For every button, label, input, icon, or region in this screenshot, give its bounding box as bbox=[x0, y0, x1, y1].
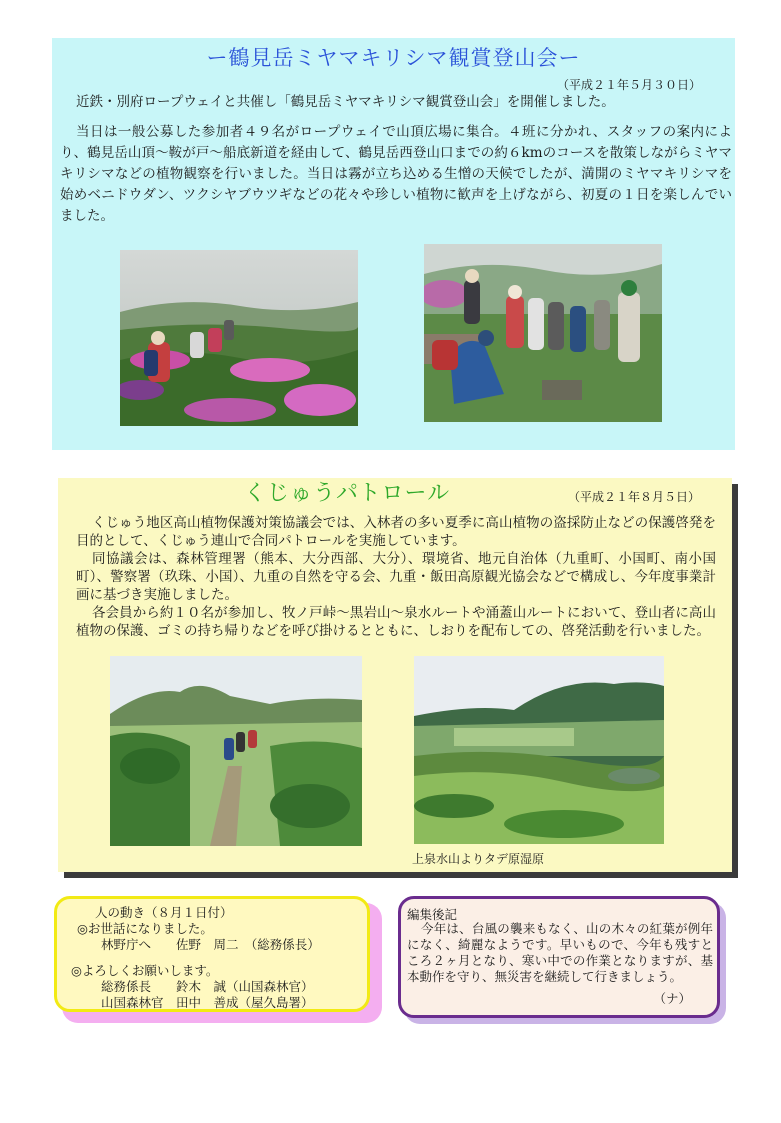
editors-note-body: 今年は、台風の襲来もなく、山の木々の紅葉が例年になく、綺麗なようです。早いもので、今年も残すところ２ヶ月となり、寒い中での作業となりますが、基本動作を守り、無災害を継続して行きましょう。 bbox=[407, 921, 713, 984]
personnel-welcome-entry: 総務係長 鈴木 誠（山国森林官） bbox=[101, 979, 314, 994]
photo-caption: 上泉水山よりタデ原湿原 bbox=[412, 852, 545, 866]
event-section-kuju-patrol bbox=[58, 478, 732, 872]
intro-text: 近鉄・別府ロープウェイと共催し「鶴見岳ミヤマキリシマ観賞登山会」を開催しました。 bbox=[76, 94, 615, 110]
body-paragraph: 各会員から約１０名が参加し、牧ノ戸峠～黒岩山～泉水ルートや涌蓋山ルートにおいて、登山者に高山植物の保護、ゴミの持ち帰りなどを呼び掛けるとともに、しおりを配布しての、啓発活動を行いました。 bbox=[76, 605, 716, 639]
event-date: （平成２１年５月３０日） bbox=[556, 78, 701, 92]
editors-note-box bbox=[398, 896, 720, 1018]
section-title: くじゅうパトロール bbox=[244, 481, 451, 506]
personnel-farewell-label: ◎お世話になりました。 bbox=[77, 921, 213, 936]
body-text: 当日は一般公募した参加者４９名がロープウェイで山頂広場に集合。４班に分かれ、スタッフの案内により、鶴見岳山頂～鞍が戸～船底新道を経由して、鶴見岳西登山口までの約６kmのコースを散策しながらミヤマキリシマなどの植物観察を行いました。当日は霧が立ち込める生憎の天候でしたが、満開のミヤマキリシマを始めベニドウダン、ツクシヤブウツギなどの花々や珍しい植物に歓声を上げながら、初夏の１日を楽しんでいました。 bbox=[60, 124, 732, 224]
section-title: ー鶴見岳ミヤマキリシマ観賞登山会ー bbox=[206, 46, 581, 70]
photo-patrol-trail bbox=[110, 656, 362, 846]
personnel-heading: 人の動き（８月１日付） bbox=[95, 905, 233, 920]
personnel-welcome-label: ◎よろしくお願いします。 bbox=[71, 963, 219, 978]
personnel-welcome-entry: 山国森林官 田中 善成（屋久島署） bbox=[101, 995, 314, 1010]
personnel-changes-box bbox=[54, 896, 370, 1012]
body-paragraph: 同協議会は、森林管理署（熊本、大分西部、大分）、環境省、地元自治体（九重町、小国町、南小国町）、警察署（玖珠、小国）、九重の自然を守る会、九重・飯田高原観光協会などで構成し、今年度事業計画に基づき実施しました。 bbox=[76, 551, 716, 603]
editors-signature: （ナ） bbox=[653, 991, 691, 1006]
photo-hiker-group bbox=[424, 244, 662, 422]
editors-note-title: 編集後記 bbox=[407, 907, 458, 922]
event-section-tsurumi bbox=[52, 38, 735, 450]
photo-foggy-hikers bbox=[120, 250, 358, 426]
event-date: （平成２１年８月５日） bbox=[568, 490, 701, 504]
body-text bbox=[76, 514, 716, 640]
body-paragraph: くじゅう地区高山植物保護対策協議会では、入林者の多い夏季に高山植物の盗採防止などの保護啓発を目的として、くじゅう連山で合同パトロールを実施しています。 bbox=[76, 515, 716, 549]
photo-tadehara-wetland bbox=[414, 656, 664, 844]
personnel-farewell-entry: 林野庁へ 佐野 周二 （総務係長） bbox=[101, 937, 320, 952]
